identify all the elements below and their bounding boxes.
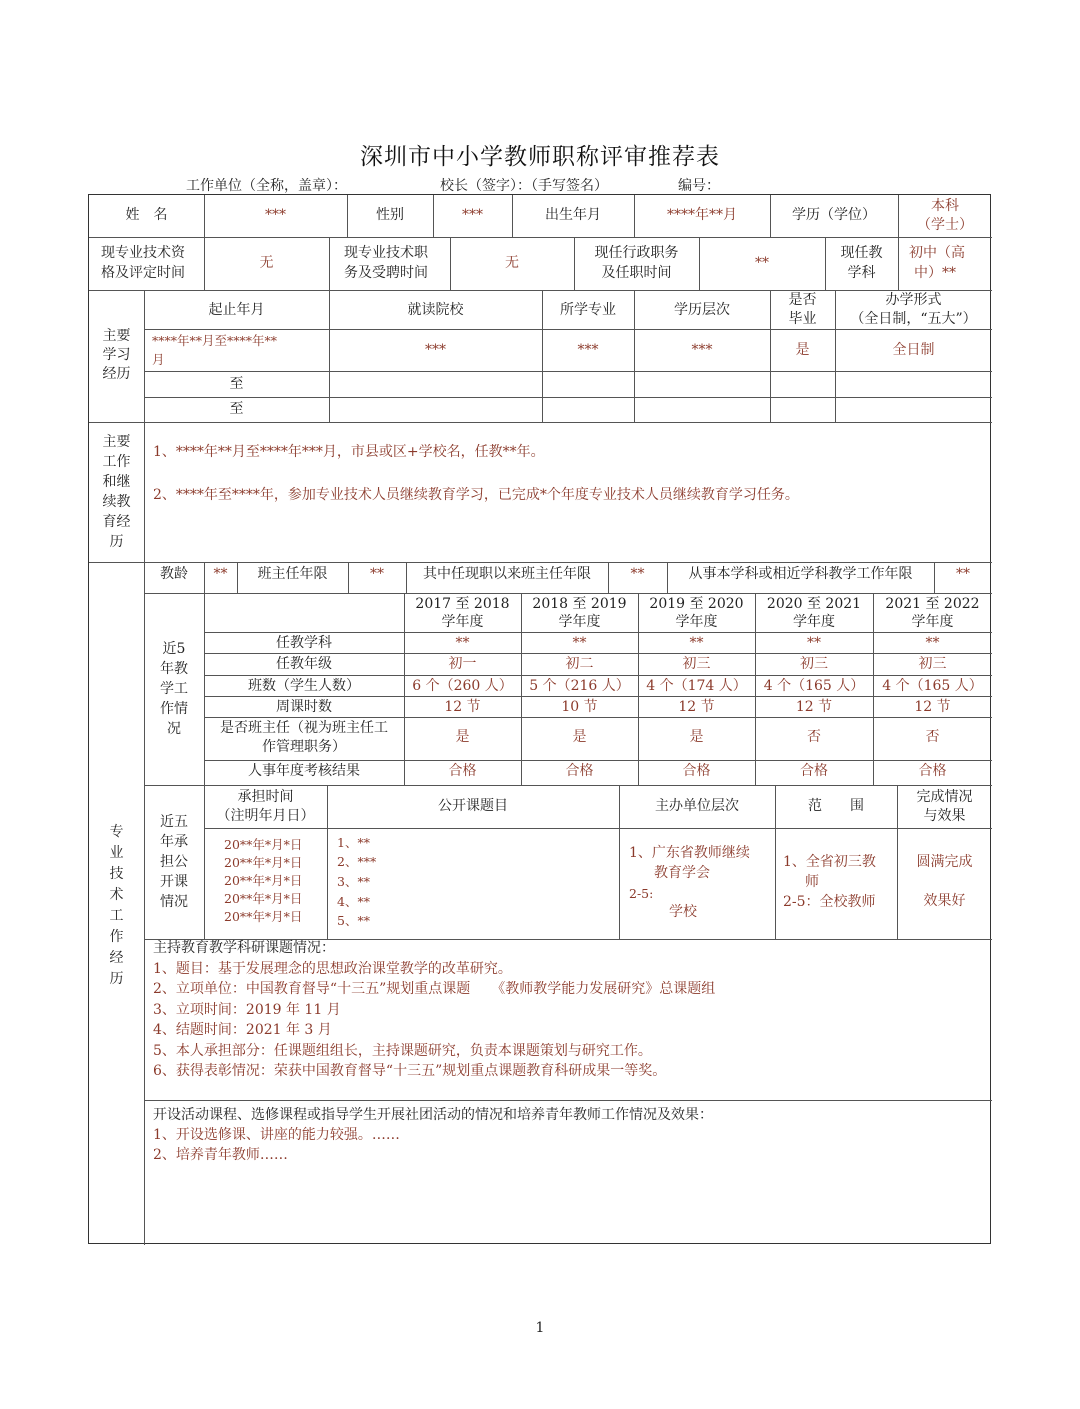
row-label-hours: 周课时数 (276, 699, 332, 715)
open-host-header: 主办单位层次 (655, 798, 739, 814)
recent-years-label: 况 (167, 721, 181, 737)
open-scope-header: 范 围 (808, 798, 864, 814)
open-class-host: 1、广东省教师继续 (629, 845, 750, 861)
page-title: 深圳市中小学教师职称评审推荐表 (360, 144, 720, 170)
head-teacher-since-label: 其中任现职以来班主任年限 (423, 566, 591, 582)
year-subject: ** (572, 635, 587, 651)
admin-post-value: ** (755, 255, 769, 271)
open-class-scope: 2-5：全校教师 (783, 894, 876, 910)
recent-years-label: 年教 (160, 661, 188, 677)
row-line (144, 397, 992, 398)
open-class-date: 20**年*月*日 (224, 909, 303, 924)
pro-section-label: 专 (109, 824, 124, 840)
pro-section-label: 历 (109, 971, 124, 987)
year-hours: 12 节 (444, 699, 481, 715)
year-classes: 4 个（165 人） (763, 678, 865, 694)
teaching-age-value: ** (213, 566, 228, 582)
year-grade: 初三 (918, 656, 947, 672)
open-class-result: 效果好 (923, 893, 966, 909)
row-label-grade: 任教年级 (276, 656, 332, 672)
open-class-label: 担公 (160, 854, 188, 870)
year-head-teacher: 是 (689, 729, 704, 745)
graduated-header: 毕业 (788, 311, 817, 327)
year-review: 合格 (448, 763, 477, 779)
open-class-topic: 1、** (337, 835, 370, 850)
year-header: 2018 至 2019 (532, 596, 627, 612)
research-item: 4、结题时间：2021 年 3 月 (153, 1022, 332, 1038)
open-class-date: 20**年*月*日 (224, 891, 303, 906)
open-class-label: 年承 (160, 834, 188, 850)
head-teacher-years-label: 班主任年限 (257, 566, 328, 582)
pro-section-label: 术 (109, 887, 124, 903)
open-class-topic: 3、** (337, 874, 370, 889)
graduated-header: 是否 (788, 292, 817, 308)
to-label: 至 (229, 376, 244, 392)
row-line (144, 785, 992, 786)
year-column (638, 593, 755, 785)
work-section-label: 和继 (102, 474, 131, 490)
research-item: 3、立项时间：2019 年 11 月 (153, 1002, 341, 1018)
open-class-topic: 4、** (337, 894, 370, 909)
principal-signature-label: 校长（签字）：（手写签名） (440, 178, 608, 194)
recent-years-label: 学工 (160, 681, 188, 697)
pro-section-label: 经 (109, 950, 124, 966)
qualification-value: 无 (259, 255, 274, 271)
pro-section-label: 业 (109, 845, 124, 861)
year-subject: ** (689, 635, 704, 651)
row-line (89, 422, 992, 423)
open-class-scope: 师 (805, 874, 819, 890)
activity-item: 2、培养青年教师…… (153, 1147, 288, 1163)
research-title: 主持教育教学科研课题情况： (153, 940, 335, 956)
year-head-teacher: 否 (925, 729, 940, 745)
row-label-head-teacher: 作管理职务） (262, 739, 346, 755)
row-line (144, 329, 992, 330)
row-line (89, 237, 992, 238)
study-period-value: ****年**月至****年** (152, 333, 278, 348)
row-line (144, 1100, 992, 1101)
post-value: 无 (505, 255, 519, 271)
name-label: 姓 名 (125, 207, 168, 223)
study-section-label: 经历 (102, 366, 131, 382)
year-header: 学年度 (441, 614, 484, 630)
name-value: *** (265, 207, 286, 223)
activity-item: 1、开设选修课、讲座的能力较强。…… (153, 1127, 400, 1143)
research-item: 1、题目：基于发展理念的思想政治课堂教学的改革研究。 (153, 961, 512, 977)
open-class-topic: 5、** (337, 913, 370, 928)
birth-label: 出生年月 (545, 207, 601, 223)
research-item: 2、立项单位：中国教育督导“十三五”规划重点课题 《教师教学能力发展研究》总课题组 (153, 981, 716, 997)
period-header: 起止年月 (208, 302, 265, 318)
to-label: 至 (229, 401, 244, 417)
year-grade: 初三 (682, 656, 711, 672)
admin-post-label: 及任职时间 (601, 265, 672, 281)
open-time-header: 承担时间 (237, 789, 294, 805)
pro-section-label: 工 (109, 908, 124, 924)
col-line (329, 237, 330, 290)
open-class-host: 教育学会 (654, 865, 710, 881)
work-history-line: 2、****年至****年，参加专业技术人员继续教育学习，已完成*个年度专业技术人员继续教育学习任务。 (153, 487, 799, 503)
row-label-head-teacher: 是否班主任（视为班主任工 (220, 720, 388, 736)
row-line (144, 371, 992, 372)
year-header: 2017 至 2018 (415, 596, 510, 612)
work-history-line: 1、****年**月至****年***月，市县或区+学校名，任教**年。 (153, 444, 545, 460)
open-class-scope: 1、全省初三教 (783, 854, 876, 870)
year-header: 学年度 (675, 614, 718, 630)
graduated-value: 是 (795, 342, 810, 358)
year-column (404, 593, 521, 785)
recommendation-form (88, 194, 991, 1244)
education-label: 学历（学位） (792, 207, 876, 223)
page-number: 1 (535, 1320, 545, 1336)
school-header: 就读院校 (407, 302, 464, 318)
open-class-label: 开课 (160, 874, 188, 890)
year-classes: 5 个（216 人） (529, 678, 630, 694)
open-class-topic: 2、*** (337, 854, 377, 869)
year-hours: 12 节 (795, 699, 833, 715)
work-section-label: 育经 (102, 514, 131, 530)
gender-value: *** (462, 207, 483, 223)
recent-years-label: 近5 (162, 641, 186, 657)
row-label-classes: 班数（学生人数） (248, 678, 360, 694)
study-period-value: 月 (152, 352, 165, 367)
open-class-date: 20**年*月*日 (224, 837, 303, 852)
research-item: 6、获得表彰情况：荣获中国教育督导“十三五”规划重点课题教育科研成果一等奖。 (153, 1063, 667, 1079)
study-section-label: 学习 (102, 347, 131, 363)
col-line (898, 237, 899, 290)
admin-post-label: 现任行政职务 (594, 245, 679, 261)
current-subject-value: 初中（高 (909, 245, 965, 261)
open-topic-header: 公开课题目 (438, 798, 508, 814)
work-unit-label: 工作单位（全称，盖章）： (186, 178, 347, 194)
year-header: 学年度 (793, 614, 835, 630)
head-teacher-since-value: ** (630, 566, 645, 582)
qualification-label: 格及评定时间 (101, 265, 185, 281)
open-class-host: 2-5: (629, 886, 654, 901)
recent-years-label: 作情 (160, 701, 188, 717)
year-column (521, 593, 638, 785)
open-class-host: 学校 (669, 904, 697, 920)
major-value: *** (577, 342, 599, 358)
level-header: 学历层次 (674, 302, 730, 318)
birth-value: ****年**月 (667, 207, 737, 223)
year-review: 合格 (800, 763, 828, 779)
major-header: 所学专业 (560, 302, 616, 318)
year-subject: ** (455, 635, 470, 651)
serial-number-label: 编号： (678, 178, 720, 194)
year-subject: ** (807, 635, 821, 651)
post-label: 现专业技术职 (344, 245, 428, 261)
open-class-date: 20**年*月*日 (224, 855, 303, 870)
open-class-result: 圆满完成 (916, 854, 973, 870)
subject-years-value: ** (956, 566, 970, 582)
gender-label: 性别 (376, 207, 404, 223)
row-line (204, 828, 992, 829)
current-subject-value: 中）** (914, 265, 956, 281)
pro-section-label: 作 (109, 929, 124, 945)
year-hours: 12 节 (914, 699, 951, 715)
current-subject-label: 学科 (847, 265, 876, 281)
row-label-subject: 任教学科 (276, 635, 332, 651)
mode-value: 全日制 (892, 342, 935, 358)
year-grade: 初三 (800, 656, 828, 672)
work-section-label: 历 (109, 534, 124, 550)
subject-years-label: 从事本学科或相近学科教学工作年限 (688, 566, 913, 582)
open-result-header: 完成情况 (916, 789, 973, 805)
open-class-label: 情况 (160, 894, 188, 910)
level-value: *** (691, 342, 713, 358)
mode-header: 办学形式 (885, 292, 942, 308)
school-value: *** (425, 342, 446, 358)
year-column (755, 593, 873, 785)
open-result-header: 与效果 (923, 808, 966, 824)
open-time-header: （注明年月日） (216, 808, 315, 824)
year-column (873, 593, 992, 785)
year-grade: 初二 (565, 656, 594, 672)
year-head-teacher: 是 (572, 729, 587, 745)
teaching-age-label: 教龄 (160, 566, 188, 582)
row-label-review: 人事年度考核结果 (248, 763, 360, 779)
work-section-label: 主要 (102, 434, 131, 450)
col-line (144, 422, 145, 562)
open-class-date: 20**年*月*日 (224, 873, 303, 888)
year-hours: 10 节 (561, 699, 598, 715)
year-header: 2021 至 2022 (885, 596, 980, 612)
work-section-label: 续教 (102, 494, 131, 510)
activity-title: 开设活动课程、选修课程或指导学生开展社团活动的情况和培养青年教师工作情况及效果： (153, 1107, 713, 1123)
study-section-label: 主要 (102, 328, 131, 344)
year-classes: 6 个（260 人） (412, 678, 513, 694)
year-header: 学年度 (911, 614, 954, 630)
current-subject-label: 现任教 (840, 245, 883, 261)
year-header: 2019 至 2020 (649, 596, 744, 612)
work-section-label: 工作 (102, 454, 131, 470)
pro-section-label: 技 (109, 866, 124, 882)
year-review: 合格 (682, 763, 711, 779)
year-header: 学年度 (558, 614, 601, 630)
row-line (89, 562, 992, 563)
year-header: 2020 至 2021 (766, 596, 862, 612)
year-subject: ** (925, 635, 940, 651)
qualification-label: 现专业技术资 (101, 245, 185, 261)
education-value: 本科 (931, 198, 959, 214)
research-item: 5、本人承担部分：任课题组组长，主持课题研究，负责本课题策划与研究工作。 (153, 1043, 652, 1059)
year-review: 合格 (565, 763, 594, 779)
open-class-label: 近五 (160, 814, 188, 830)
year-classes: 4 个（174 人） (646, 678, 747, 694)
year-head-teacher: 否 (807, 729, 821, 745)
year-hours: 12 节 (678, 699, 715, 715)
year-classes: 4 个（165 人） (882, 678, 983, 694)
education-degree: （学士） (917, 217, 973, 233)
post-label: 务及受聘时间 (344, 265, 428, 281)
head-teacher-years-value: ** (370, 566, 384, 582)
year-grade: 初一 (448, 656, 477, 672)
year-review: 合格 (918, 763, 947, 779)
year-head-teacher: 是 (455, 729, 470, 745)
mode-header: （全日制，“五大”） (850, 311, 977, 327)
